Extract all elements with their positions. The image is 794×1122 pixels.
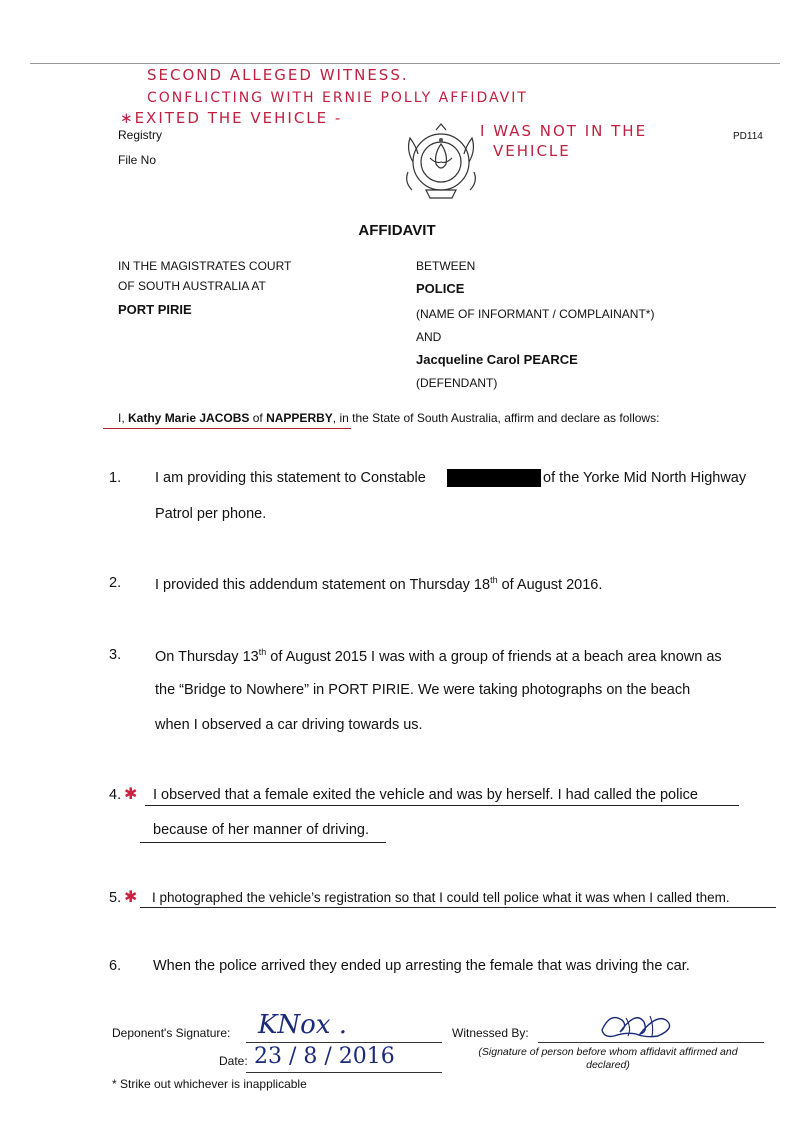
informant-name: POLICE bbox=[416, 281, 465, 296]
coat-of-arms-emblem bbox=[396, 120, 486, 212]
item-4-text-line1: I observed that a female exited the vehicle and was by herself. I had called the police bbox=[153, 787, 698, 803]
deponent-signature-label: Deponent's Signature: bbox=[112, 1026, 231, 1040]
declaration-suffix: , in the State of South Australia, affirm and declare as follows: bbox=[332, 411, 660, 425]
item-6-number: 6. bbox=[109, 958, 122, 974]
declaration-prefix: I, bbox=[118, 411, 125, 425]
item-3-text-line2: the “Bridge to Nowhere” in PORT PIRIE. We were taking photographs on the beach bbox=[155, 682, 691, 698]
annotation-line-2: CONFLICTING WITH ERNIE POLLY AFFIDAVIT bbox=[147, 90, 528, 106]
deponent-name: Kathy Marie JACOBS bbox=[128, 411, 250, 425]
document-title: AFFIDAVIT bbox=[358, 222, 436, 239]
deponent-signature-line bbox=[246, 1042, 442, 1043]
defendant-note: (DEFENDANT) bbox=[416, 376, 498, 390]
registry-label: Registry bbox=[118, 128, 163, 142]
item-2-pre: I provided this addendum statement on Thursday 18 bbox=[155, 576, 491, 593]
item-3-post: of August 2015 I was with a group of friends at a beach area known as bbox=[266, 648, 722, 665]
annotation-line-4: I WAS NOT IN THE bbox=[480, 122, 648, 140]
annotation-line-1: SECOND ALLEGED WITNESS. bbox=[147, 66, 409, 84]
item-5-text: I photographed the vehicle’s registration so that I could tell police what it was when I called them. bbox=[152, 890, 730, 905]
item-1-text-line2: Patrol per phone. bbox=[155, 506, 267, 522]
form-code: PD114 bbox=[733, 131, 763, 142]
witness-note-line-1: (Signature of person before whom affidavit affirmed and bbox=[478, 1046, 738, 1058]
court-location: PORT PIRIE bbox=[118, 302, 192, 317]
header-rule bbox=[30, 63, 780, 64]
file-no-label: File No bbox=[118, 153, 157, 167]
court-line-2: OF SOUTH AUSTRALIA AT bbox=[118, 279, 266, 293]
informant-note: (NAME OF INFORMANT / COMPLAINANT*) bbox=[416, 307, 655, 321]
item-2-number: 2. bbox=[109, 575, 122, 591]
item-3-sup: th bbox=[258, 647, 267, 657]
asterisk-mark-icon: ✱ bbox=[124, 889, 138, 906]
date-value: 23 / 8 / 2016 bbox=[254, 1044, 395, 1069]
item-1-text-a: I am providing this statement to Constable bbox=[155, 470, 426, 486]
item-3-pre: On Thursday 13 bbox=[155, 648, 259, 665]
item-3-text-line1 bbox=[155, 647, 722, 665]
declaration-line bbox=[118, 411, 659, 425]
footnote: * Strike out whichever is inapplicable bbox=[112, 1077, 307, 1091]
item-4-number: 4. bbox=[109, 787, 122, 803]
item-1-number: 1. bbox=[109, 470, 122, 486]
asterisk-mark-icon: ✱ bbox=[124, 786, 138, 803]
witnessed-by-label: Witnessed By: bbox=[452, 1026, 529, 1040]
court-line-1: IN THE MAGISTRATES COURT bbox=[118, 259, 292, 273]
date-label: Date: bbox=[219, 1054, 248, 1068]
annotation-line-5: VEHICLE bbox=[493, 142, 571, 160]
witness-signature bbox=[596, 1008, 686, 1042]
between-label: BETWEEN bbox=[416, 259, 476, 273]
declaration-underline bbox=[103, 428, 351, 429]
item-5-underline bbox=[140, 907, 776, 908]
redacted-name-block bbox=[447, 469, 541, 487]
item-2-post: of August 2016. bbox=[497, 576, 603, 593]
and-label: AND bbox=[416, 330, 442, 344]
deponent-place: NAPPERBY bbox=[266, 411, 333, 425]
annotation-line-3: ∗EXITED THE VEHICLE - bbox=[120, 109, 343, 127]
item-4-underline-2 bbox=[140, 842, 386, 843]
item-3-text-line3: when I observed a car driving towards us. bbox=[155, 717, 423, 733]
witness-note-line-2: declared) bbox=[586, 1058, 630, 1071]
witness-signature-line bbox=[538, 1042, 764, 1043]
date-line bbox=[246, 1072, 442, 1073]
item-4-underline-1 bbox=[145, 805, 739, 806]
item-2-sup: th bbox=[490, 575, 498, 585]
item-2-text bbox=[155, 575, 602, 593]
item-3-number: 3. bbox=[109, 647, 122, 663]
item-1-text-b: of the Yorke Mid North Highway bbox=[543, 470, 747, 486]
deponent-signature: KNox . bbox=[258, 1010, 348, 1040]
defendant-name: Jacqueline Carol PEARCE bbox=[416, 352, 578, 367]
item-4-text-line2: because of her manner of driving. bbox=[153, 822, 370, 838]
declaration-of: of bbox=[252, 411, 263, 425]
item-5-number: 5. bbox=[109, 890, 122, 906]
witness-note bbox=[458, 1046, 758, 1071]
item-6-text: When the police arrived they ended up arresting the female that was driving the car. bbox=[153, 958, 690, 974]
